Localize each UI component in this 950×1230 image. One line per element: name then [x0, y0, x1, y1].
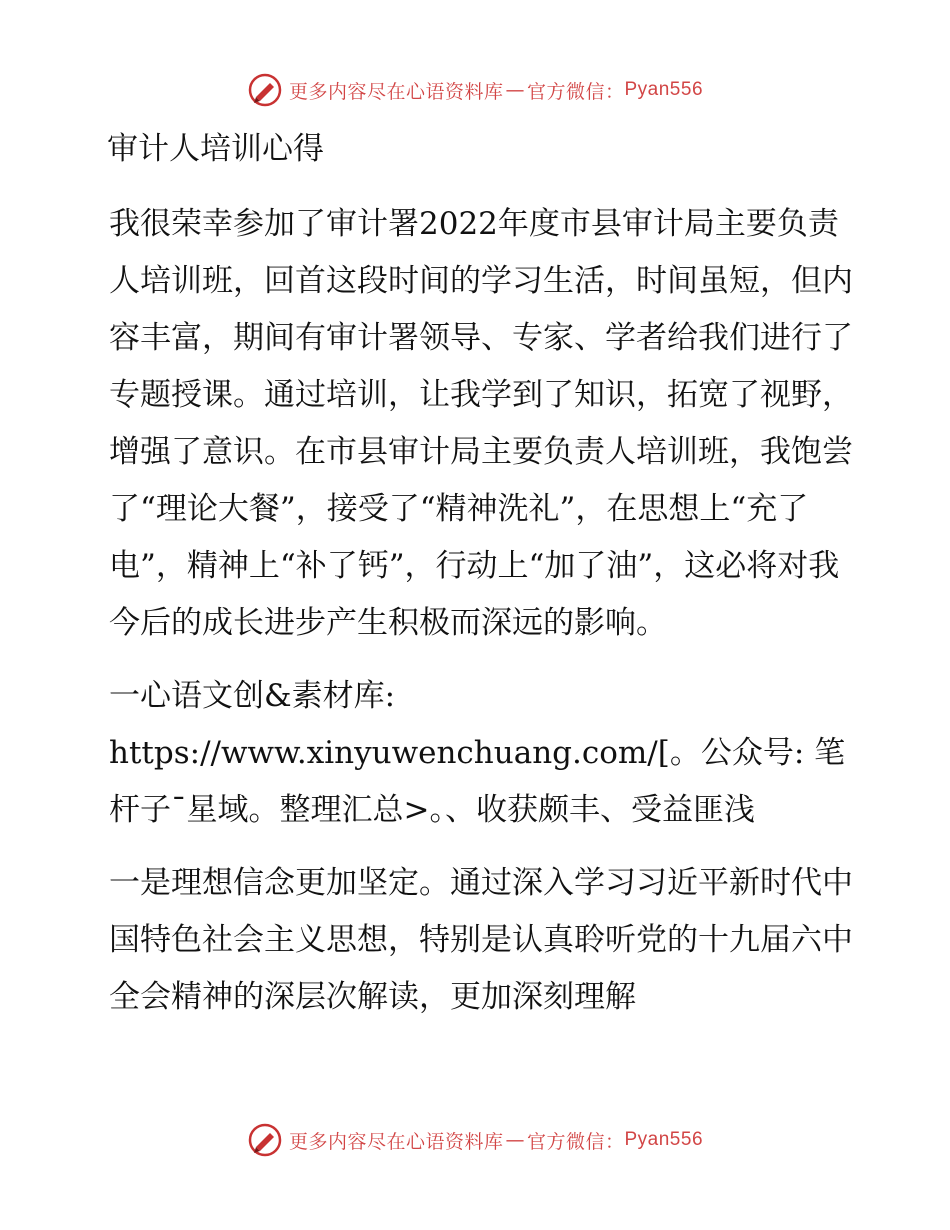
paragraph-intro: 我很荣幸参加了审计署2022年度市县审计局主要负责人培训班，回首这段时间的学习生活，时间虽短，但内容丰富，期间有审计署领导、专家、学者给我们进行了专题授课。通过培训，让我学到了知识，拓宽了视野，增强了意识。在市县审计局主要负责人培训班，我饱尝了“理论大餐”，接受了“精神洗礼”，在思想上“充了电”，精神上“补了钙”，行动上“加了油”，这必将对我今后的成长进步产生积极而深远的影响。	[109, 206, 853, 641]
pen-logo-icon	[247, 1122, 283, 1158]
pen-logo-icon	[247, 72, 283, 108]
banner-dash: —	[505, 79, 525, 101]
document-title: 审计人培训心得	[107, 131, 324, 167]
banner-label: 官方微信：	[526, 80, 625, 103]
banner-text: 更多内容尽在心语资料库	[288, 80, 504, 103]
banner-handle: Pyan556	[624, 1129, 704, 1150]
banner-label: 官方微信：	[526, 1130, 625, 1153]
header-watermark-banner	[0, 72, 950, 108]
paragraph-point-one: 一是理想信念更加坚定。通过深入学习习近平新时代中国特色社会主义思想，特别是认真聆听党的十九届六中全会精神的深层次解读，更加深刻理解	[109, 865, 853, 1015]
paragraph-source-note: 一心语文创&素材库: https://www.xinyuwenchuang.com/[。公众号: 笔杆子¯星域。整理汇总>。、收获颇丰、受益匪浅	[109, 678, 846, 828]
footer-watermark-banner	[0, 1122, 950, 1158]
banner-dash: —	[505, 1129, 525, 1151]
banner-handle: Pyan556	[624, 79, 704, 100]
document-body	[97, 120, 857, 1042]
banner-text: 更多内容尽在心语资料库	[288, 1130, 504, 1153]
